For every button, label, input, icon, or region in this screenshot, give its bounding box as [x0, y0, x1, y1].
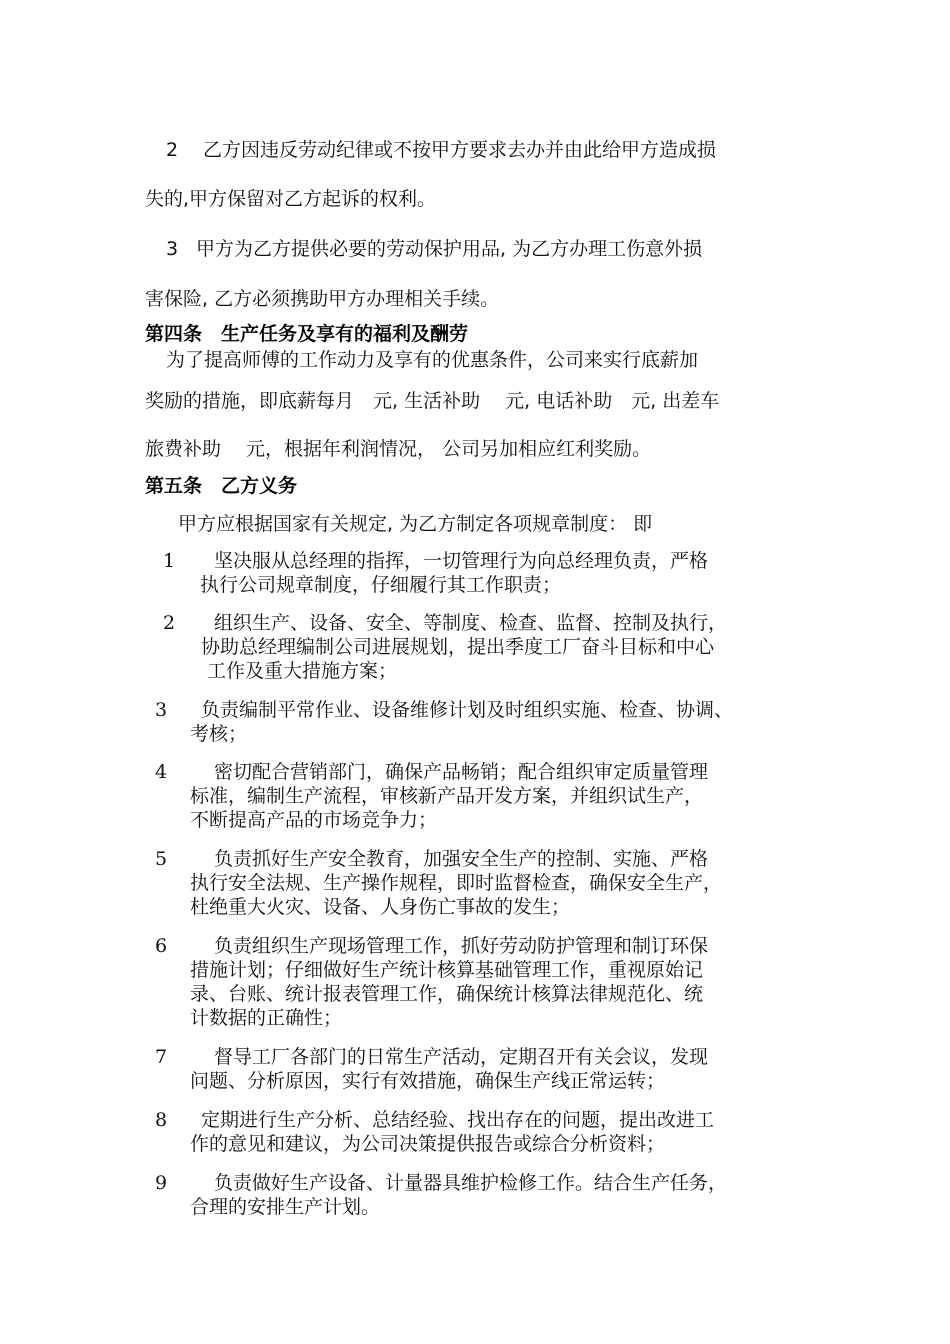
list-item-line: 作的意见和建议，为公司决策提供报告或综合分析资料； [190, 1133, 666, 1155]
list-item-line: 不断提高产品的市场竞争力； [190, 809, 438, 831]
list-item-line: 计数据的正确性； [190, 1007, 343, 1029]
list-item-line: 标准，编制生产流程，审核新产品开发方案，并组织试生产， [190, 785, 704, 807]
item-number: 9 [155, 1172, 168, 1194]
item-number: 5 [155, 848, 168, 870]
item-number: 3 [166, 238, 179, 260]
list-item-line: 执行公司规章制度，仔细履行其工作职责； [200, 574, 562, 596]
section-heading: 第四条 生产任务及享有的福利及酬劳 [145, 323, 469, 345]
item-number: 2 [166, 139, 179, 161]
list-item-line: 合理的安排生产计划。 [190, 1196, 381, 1218]
list-item-line: 坚决服从总经理的指挥，一切管理行为向总经理负责，严格 [214, 550, 709, 572]
list-item-line: 负责抓好生产安全教育，加强安全生产的控制、实施、严格 [214, 848, 709, 870]
list-item-line: 问题、分析原因，实行有效措施，确保生产线正常运转； [190, 1070, 666, 1092]
paragraph-line: 奖励的措施，即底薪每月 元, 生活补助 元, 电话补助 元, 出差车 [145, 390, 720, 412]
paragraph-intro: 甲方应根据国家有关规定, 为乙方制定各项规章制度： 即 [178, 513, 653, 535]
item-number: 2 [163, 612, 176, 634]
item-number: 1 [163, 550, 176, 572]
paragraph-line: 乙方因违反劳动纪律或不按甲方要求去办并由此给甲方造成损 [203, 139, 717, 161]
list-item-line: 督导工厂各部门的日常生产活动，定期召开有关会议，发现 [214, 1046, 709, 1068]
paragraph-line: 为了提高师傅的工作动力及享有的优惠条件，公司来实行底薪加 [166, 349, 699, 371]
list-item-line: 负责编制平常作业、设备维修计划及时组织实施、检查、协调、 [201, 699, 734, 721]
item-number: 8 [155, 1109, 168, 1131]
paragraph-line: 旅费补助 元，根据年利润情况， 公司另加相应红利奖励。 [145, 438, 652, 460]
paragraph-line: 甲方为乙方提供必要的劳动保护用品, 为乙方办理工伤意外损 [196, 238, 703, 260]
item-number: 6 [155, 935, 168, 957]
list-item-line: 工作及重大措施方案； [207, 660, 398, 682]
paragraph-line: 害保险, 乙方必须携助甲方办理相关手续。 [145, 288, 500, 310]
list-item-line: 录、台账、统计报表管理工作，确保统计核算法律规范化、统 [190, 983, 704, 1005]
list-item-line: 负责做好生产设备、计量器具维护检修工作。结合生产任务， [214, 1172, 728, 1194]
list-item-line: 组织生产、设备、安全、等制度、检查、监督、控制及执行， [214, 612, 728, 634]
list-item-line: 负责组织生产现场管理工作，抓好劳动防护管理和制订环保 [214, 935, 709, 957]
list-item-line: 定期进行生产分析、总结经验、找出存在的问题，提出改进工 [201, 1109, 715, 1131]
paragraph-line: 失的,甲方保留对乙方起诉的权利。 [145, 188, 437, 210]
list-item-line: 杜绝重大火灾、设备、人身伤亡事故的发生； [190, 896, 571, 918]
list-item-line: 执行安全法规、生产操作规程，即时监督检查，确保安全生产， [190, 872, 723, 894]
list-item-line: 密切配合营销部门，确保产品畅销；配合组织审定质量管理 [214, 761, 709, 783]
item-number: 3 [155, 699, 168, 721]
list-item-line: 协助总经理编制公司进展规划，提出季度工厂奋斗目标和中心 [201, 636, 715, 658]
list-item-line: 措施计划；仔细做好生产统计核算基础管理工作，重视原始记 [190, 959, 704, 981]
list-item-line: 考核； [190, 723, 248, 745]
item-number: 4 [155, 761, 168, 783]
item-number: 7 [155, 1046, 168, 1068]
section-heading: 第五条 乙方义务 [145, 475, 298, 497]
